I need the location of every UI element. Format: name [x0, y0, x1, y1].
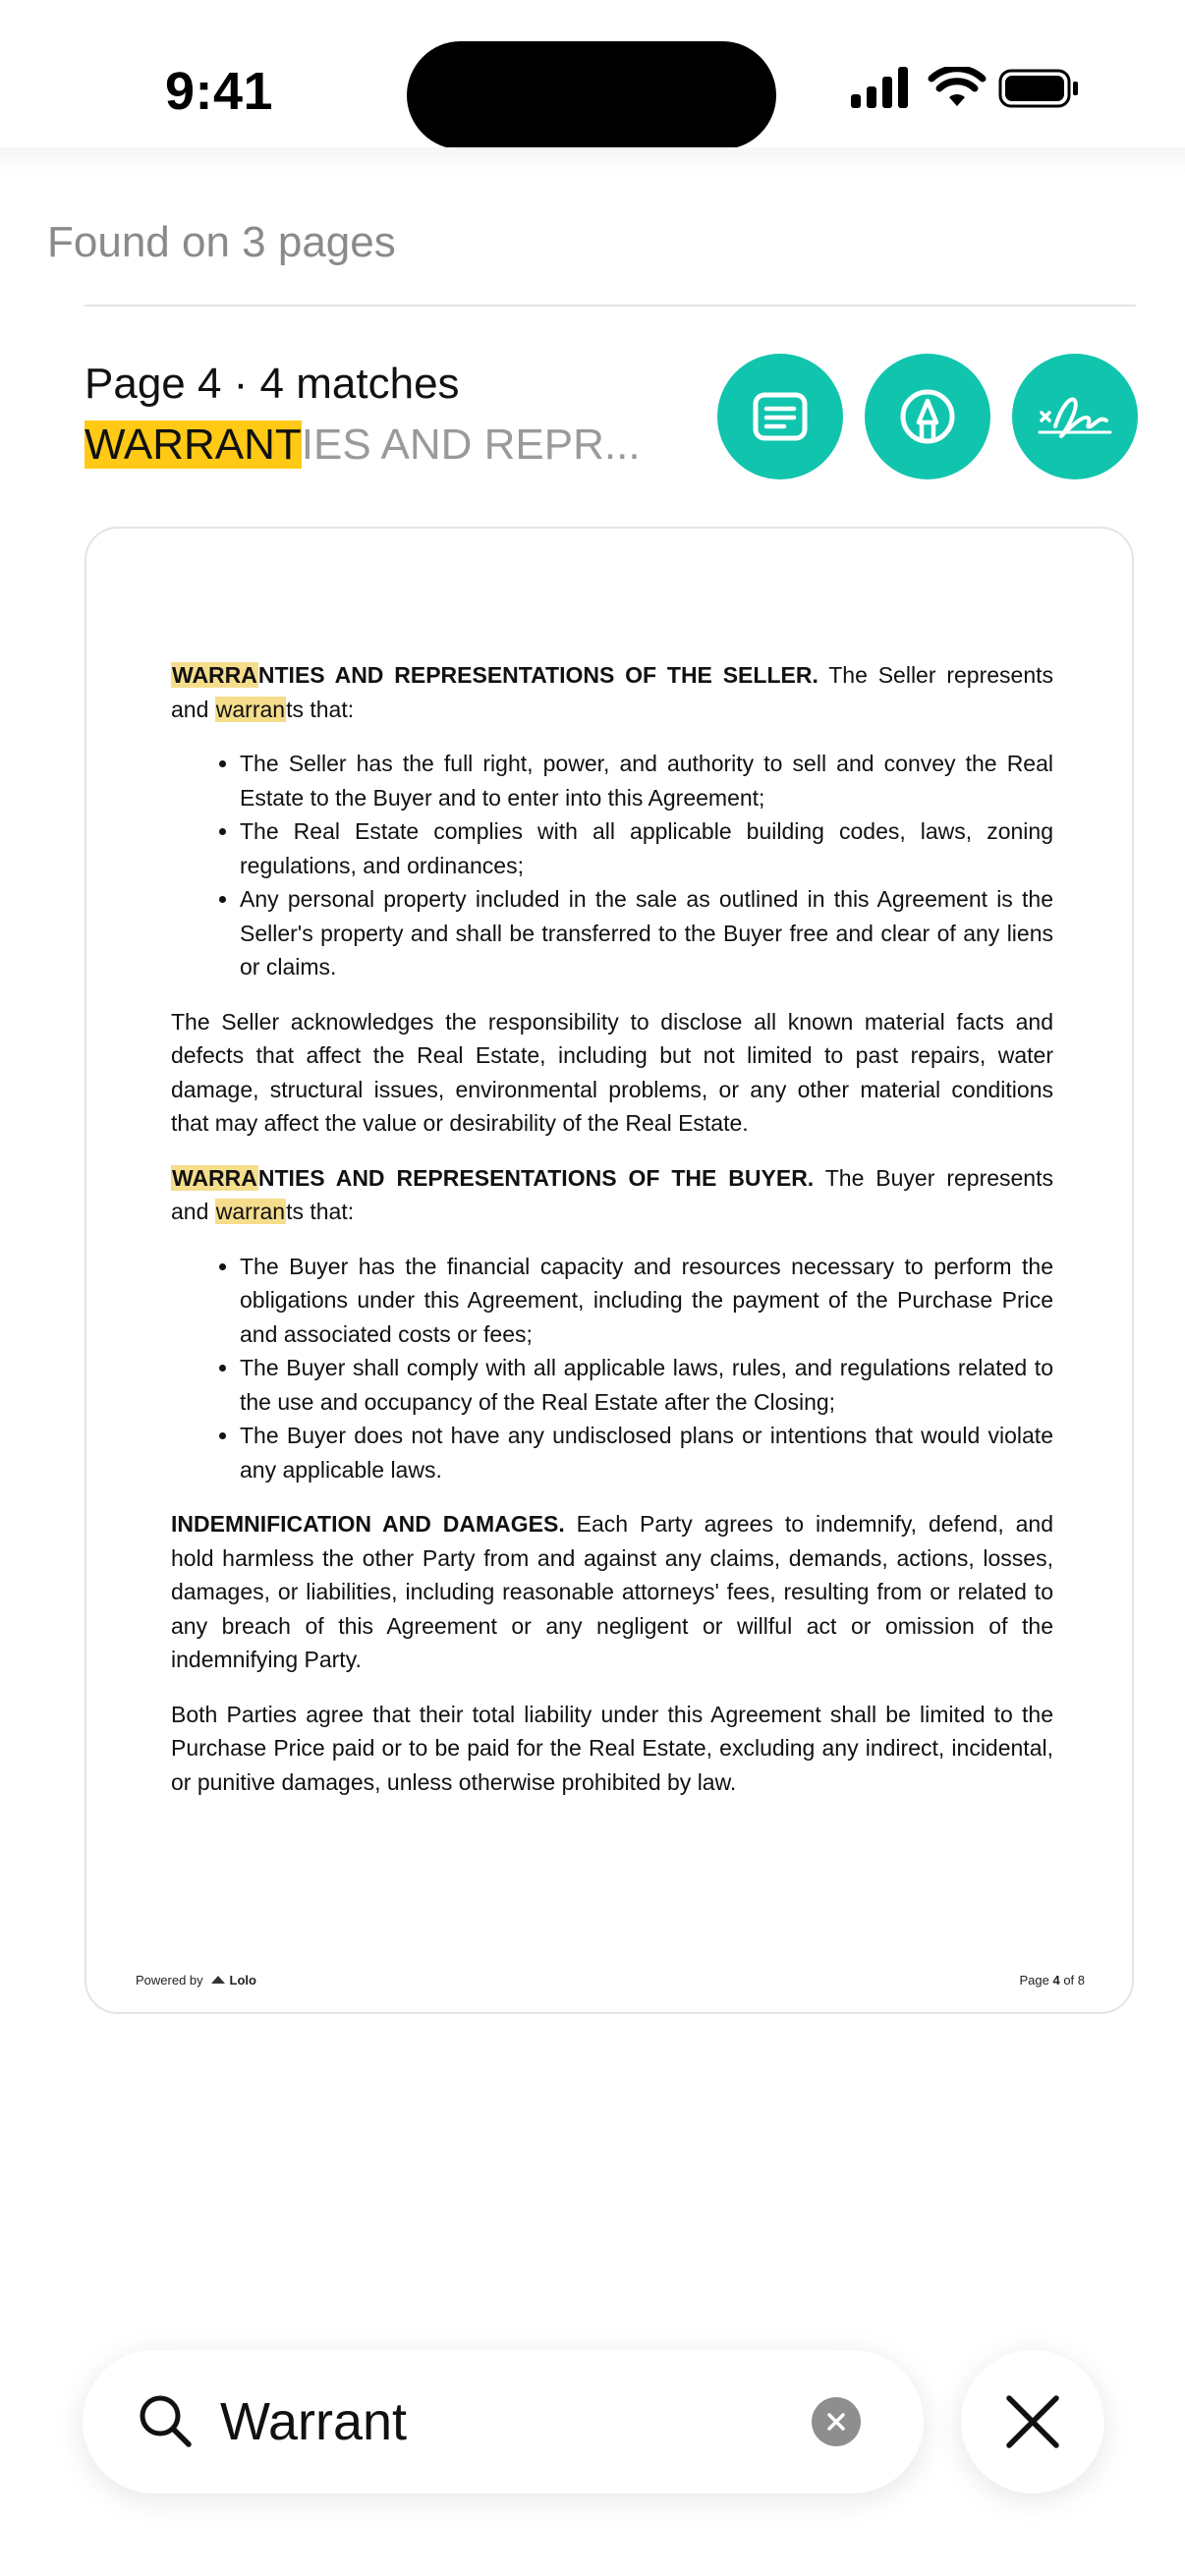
buyer-warranties-list — [171, 1250, 1053, 1487]
dynamic-island — [407, 41, 776, 149]
document-text — [171, 658, 1053, 1820]
match-highlight: WARRANT — [85, 420, 302, 469]
seller-warranties-heading: WARRANTIES AND REPRESENTATIONS OF THE SELLER. The Seller represents and warrants that: — [171, 662, 1054, 722]
page-number: Page 4 of 8 — [1019, 1973, 1085, 1988]
list-item: • The Real Estate complies with all applicable building codes, laws, zoning regulations, and ordinances; — [240, 814, 1053, 882]
liability-paragraph: Both Parties agree that their total liability under this Agreement shall be limited to the Purchase Price paid or to be paid for the Real Estate, excluding any indirect, incidental, or punitive damages, unless otherwise prohibited by law. — [171, 1701, 1053, 1795]
indemnification-paragraph: INDEMNIFICATION AND DAMAGES. Each Party agrees to indemnify, defend, and hold harmless the other Party from and against any claims, demands, actions, losses, damages, or liabilities, including reasonable attorneys' fees, resulting from or related to any breach of this Agreement or any negligent or willful act or omission of the indemnifying Party. — [171, 1511, 1053, 1672]
document-page-preview[interactable] — [85, 527, 1134, 2014]
wifi-icon — [928, 67, 987, 110]
close-icon — [1003, 2392, 1062, 2451]
cellular-icon — [851, 67, 914, 110]
list-item: • The Seller has the full right, power, and authority to sell and convey the Real Estate to the Buyer and to enter into this Agreement; — [240, 747, 1053, 814]
close-search-button[interactable] — [961, 2350, 1104, 2493]
brand-name: Lolo — [229, 1973, 256, 1988]
search-match: WARRA — [172, 1164, 257, 1191]
list-item: • The Buyer shall comply with all applicable laws, rules, and regulations related to the use and occupancy of the Real Estate after the Closing; — [240, 1351, 1053, 1419]
search-match: warran — [215, 1199, 286, 1224]
status-bar — [0, 0, 1185, 167]
powered-by: Powered by Lolo — [136, 1973, 256, 1988]
clear-icon — [825, 2411, 847, 2433]
result-page-label[interactable]: Page 4 · 4 matches — [85, 360, 460, 408]
signature-icon — [1036, 387, 1114, 446]
header-shadow — [0, 147, 1185, 177]
search-bar[interactable] — [83, 2350, 924, 2493]
search-input[interactable] — [220, 2389, 849, 2454]
list-item: • The Buyer has the financial capacity and resources necessary to perform the obligations under this Agreement, including the payment of the Purchase Price and associated costs or fees; — [240, 1250, 1053, 1352]
annotate-button[interactable] — [865, 354, 990, 479]
divider — [85, 305, 1136, 307]
disclosure-paragraph: The Seller acknowledges the responsibility to disclose all known material facts and defects that affect the Real Estate, including but not limited to past repairs, water damage, structural issues, environmental problems, or any other material conditions that may affect the value or desirability of the Real Estate. — [171, 1008, 1053, 1136]
lolo-logo-icon — [210, 1975, 226, 1985]
status-time: 9:41 — [165, 62, 274, 121]
search-match: WARRA — [172, 662, 257, 688]
search-icon — [136, 2391, 195, 2450]
buyer-warranties-heading: WARRANTIES AND REPRESENTATIONS OF THE BUYER. The Buyer represents and warrants that: — [171, 1164, 1053, 1224]
seller-warranties-list — [171, 747, 1053, 984]
list-item: • Any personal property included in the sale as outlined in this Agreement is the Seller's property and shall be transferred to the Buyer free and clear of any liens or claims. — [240, 882, 1053, 984]
sign-button[interactable] — [1012, 354, 1138, 479]
results-summary: Found on 3 pages — [47, 218, 396, 266]
clear-search-button[interactable] — [812, 2397, 861, 2446]
list-item: • The Buyer does not have any undisclosed plans or intentions that would violate any applicable laws. — [240, 1419, 1053, 1486]
match-context: IES AND REPR... — [301, 420, 641, 469]
status-icons — [845, 67, 1081, 122]
pen-icon — [898, 387, 957, 446]
match-preview[interactable] — [85, 420, 641, 470]
comment-icon — [753, 392, 808, 441]
battery-icon — [998, 67, 1081, 110]
search-match: warran — [215, 696, 286, 722]
comment-button[interactable] — [717, 354, 843, 479]
